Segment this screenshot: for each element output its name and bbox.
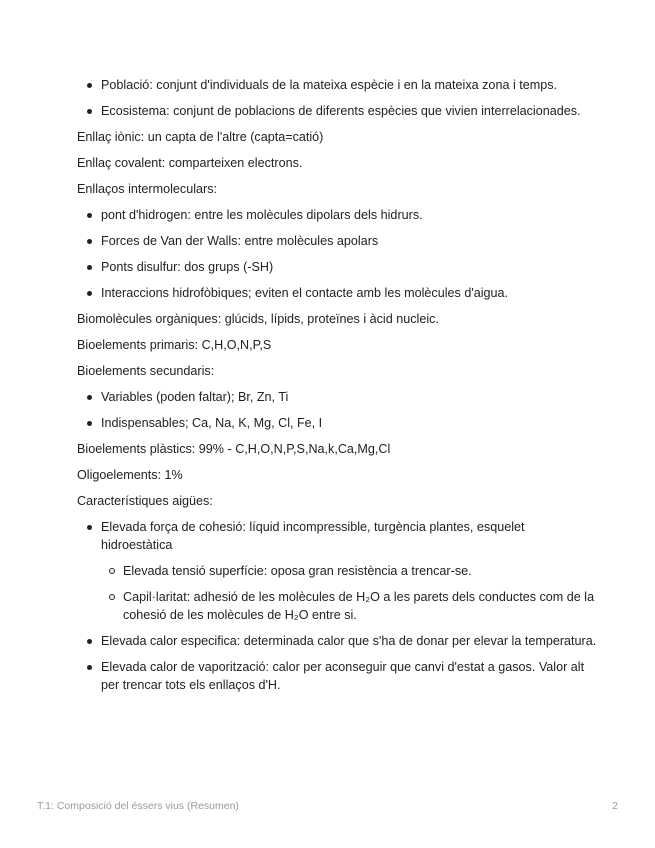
list-item: Interaccions hidrofòbiques; eviten el contacte amb les molècules d'aigua. <box>77 284 597 302</box>
bullet-list-ecology <box>77 76 597 120</box>
bullet-list-secondary-bioelements <box>77 388 597 432</box>
footer-title: T.1: Composició del éssers vius (Resumen) <box>37 800 239 812</box>
list-item: Forces de Van der Walls: entre molècules apolars <box>77 232 597 250</box>
sub-list-item: Capil·laritat: adhesió de les molècules de H₂O a les parets dels conductes com de la cohesió de les molècules de H₂O entre si. <box>101 588 597 624</box>
paragraph: Bioelements plàstics: 99% - C,H,O,N,P,S,Na,k,Ca,Mg,Cl <box>77 442 391 456</box>
paragraph: Enllaç covalent: comparteixen electrons. <box>77 156 303 170</box>
list-item-text: Elevada força de cohesió: líquid incompressible, turgència plantes, esquelet hidroestàtica <box>101 520 525 552</box>
sub-list-item: Elevada tensió superfície: oposa gran resistència a trencar-se. <box>101 562 597 580</box>
list-item: pont d'hidrogen: entre les molècules dipolars dels hidrurs. <box>77 206 597 224</box>
list-item: Indispensables; Ca, Na, K, Mg, Cl, Fe, I <box>77 414 597 432</box>
document-body <box>77 76 597 702</box>
paragraph: Bioelements secundaris: <box>77 364 215 378</box>
list-item: Ponts disulfur: dos grups (-SH) <box>77 258 597 276</box>
sub-list <box>101 562 597 624</box>
page-number: 2 <box>612 800 618 812</box>
paragraph: Bioelements primaris: C,H,O,N,P,S <box>77 338 272 352</box>
paragraph: Oligoelements: 1% <box>77 468 183 482</box>
list-item: Ecosistema: conjunt de poblacions de diferents espècies que vivien interrelacionades. <box>77 102 597 120</box>
bullet-list-intermolecular <box>77 206 597 302</box>
list-item: Variables (poden faltar); Br, Zn, Ti <box>77 388 597 406</box>
paragraph: Enllaços intermoleculars: <box>77 182 217 196</box>
list-item: Elevada calor especifica: determinada calor que s'ha de donar per elevar la temperatura. <box>77 632 597 650</box>
list-item: Elevada calor de vaporització: calor per aconseguir que canvi d'estat a gasos. Valor alt per trencar tots els enllaços d'H. <box>77 658 597 694</box>
paragraph: Biomolècules orgàniques: glúcids, lípids, proteïnes i àcid nucleic. <box>77 312 439 326</box>
bullet-list-water-properties <box>77 518 597 694</box>
list-item: Població: conjunt d'individuals de la mateixa espècie i en la mateixa zona i temps. <box>77 76 597 94</box>
paragraph: Enllaç iònic: un capta de l'altre (capta=catió) <box>77 130 324 144</box>
list-item <box>77 518 597 624</box>
paragraph: Característiques aigües: <box>77 494 213 508</box>
